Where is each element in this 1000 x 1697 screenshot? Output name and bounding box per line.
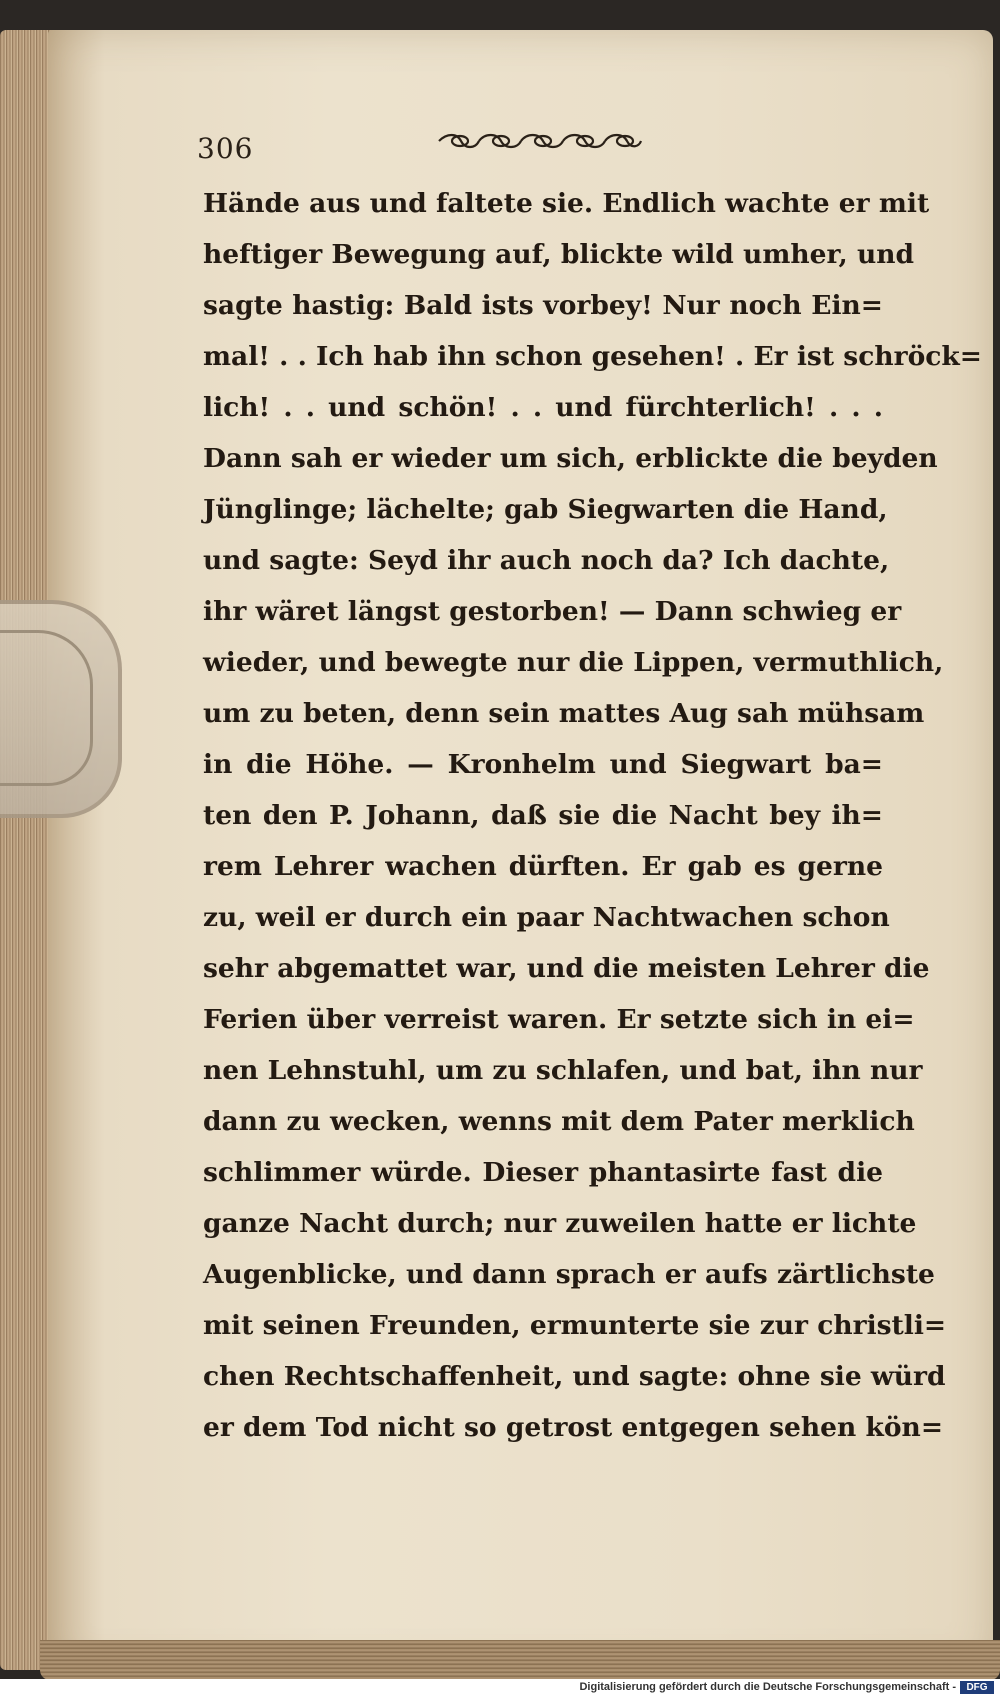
text-line: Jünglinge; lächelte; gab Siegwarten die Hand, [203, 494, 888, 525]
text-line: heftiger Bewegung auf, blickte wild umher, und [203, 239, 915, 270]
text-line: ganze Nacht durch; nur zuweilen hatte er lichte [203, 1208, 917, 1239]
text-line: sehr abgemattet war, und die meisten Lehrer die [203, 953, 930, 984]
bottom-page-edges [40, 1640, 1000, 1680]
page-number: 306 [197, 132, 254, 165]
text-line: in die Höhe. — Kronhelm und Siegwart ba= [203, 749, 883, 780]
text-line: dann zu wecken, wenns mit dem Pater merklich [203, 1106, 915, 1137]
text-line: um zu beten, denn sein mattes Aug sah mühsam [203, 698, 925, 729]
text-line: ihr wäret längst gestorben! — Dann schwieg er [203, 596, 902, 627]
text-line: sagte hastig: Bald ists vorbey! Nur noch Ein= [203, 290, 883, 321]
text-line: Augenblicke, und dann sprach er aufs zärtlichste [203, 1259, 935, 1290]
text-line: wieder, und bewegte nur die Lippen, vermuthlich, [203, 647, 944, 678]
text-line: schlimmer würde. Dieser phantasirte fast die [203, 1157, 883, 1188]
text-line: er dem Tod nicht so getrost entgegen sehen kön= [203, 1412, 944, 1443]
text-line: nen Lehnstuhl, um zu schlafen, und bat, ihn nur [203, 1055, 923, 1086]
bookmark-ribbon-fold [0, 630, 93, 786]
text-line: ten den P. Johann, daß sie die Nacht bey ih= [203, 800, 883, 831]
digitization-footer [0, 1679, 1000, 1697]
text-line: zu, weil er durch ein paar Nachtwachen schon [203, 902, 890, 933]
decorative-header-ornament-icon [435, 130, 645, 152]
text-line: mal! . . Ich hab ihn schon gesehen! . Er ist schröck= [203, 341, 982, 372]
funding-credit: Digitalisierung gefördert durch die Deutsche Forschungsgemeinschaft - [579, 1681, 956, 1693]
text-line: Ferien über verreist waren. Er setzte sich in ei= [203, 1004, 915, 1035]
text-line: mit seinen Freunden, ermunterte sie zur christli= [203, 1310, 947, 1341]
dfg-logo: DFG [960, 1681, 994, 1694]
text-line: chen Rechtschaffenheit, und sagte: ohne sie würd [203, 1361, 946, 1392]
text-line: und sagte: Seyd ihr auch noch da? Ich dachte, [203, 545, 890, 576]
text-line: lich! . . und schön! . . und fürchterlich! . . . [203, 392, 883, 423]
body-text [203, 178, 982, 1453]
text-line: rem Lehrer wachen dürften. Er gab es gerne [203, 851, 883, 882]
text-line: Hände aus und faltete sie. Endlich wachte er mit [203, 188, 930, 219]
text-line: Dann sah er wieder um sich, erblickte die beyden [203, 443, 938, 474]
